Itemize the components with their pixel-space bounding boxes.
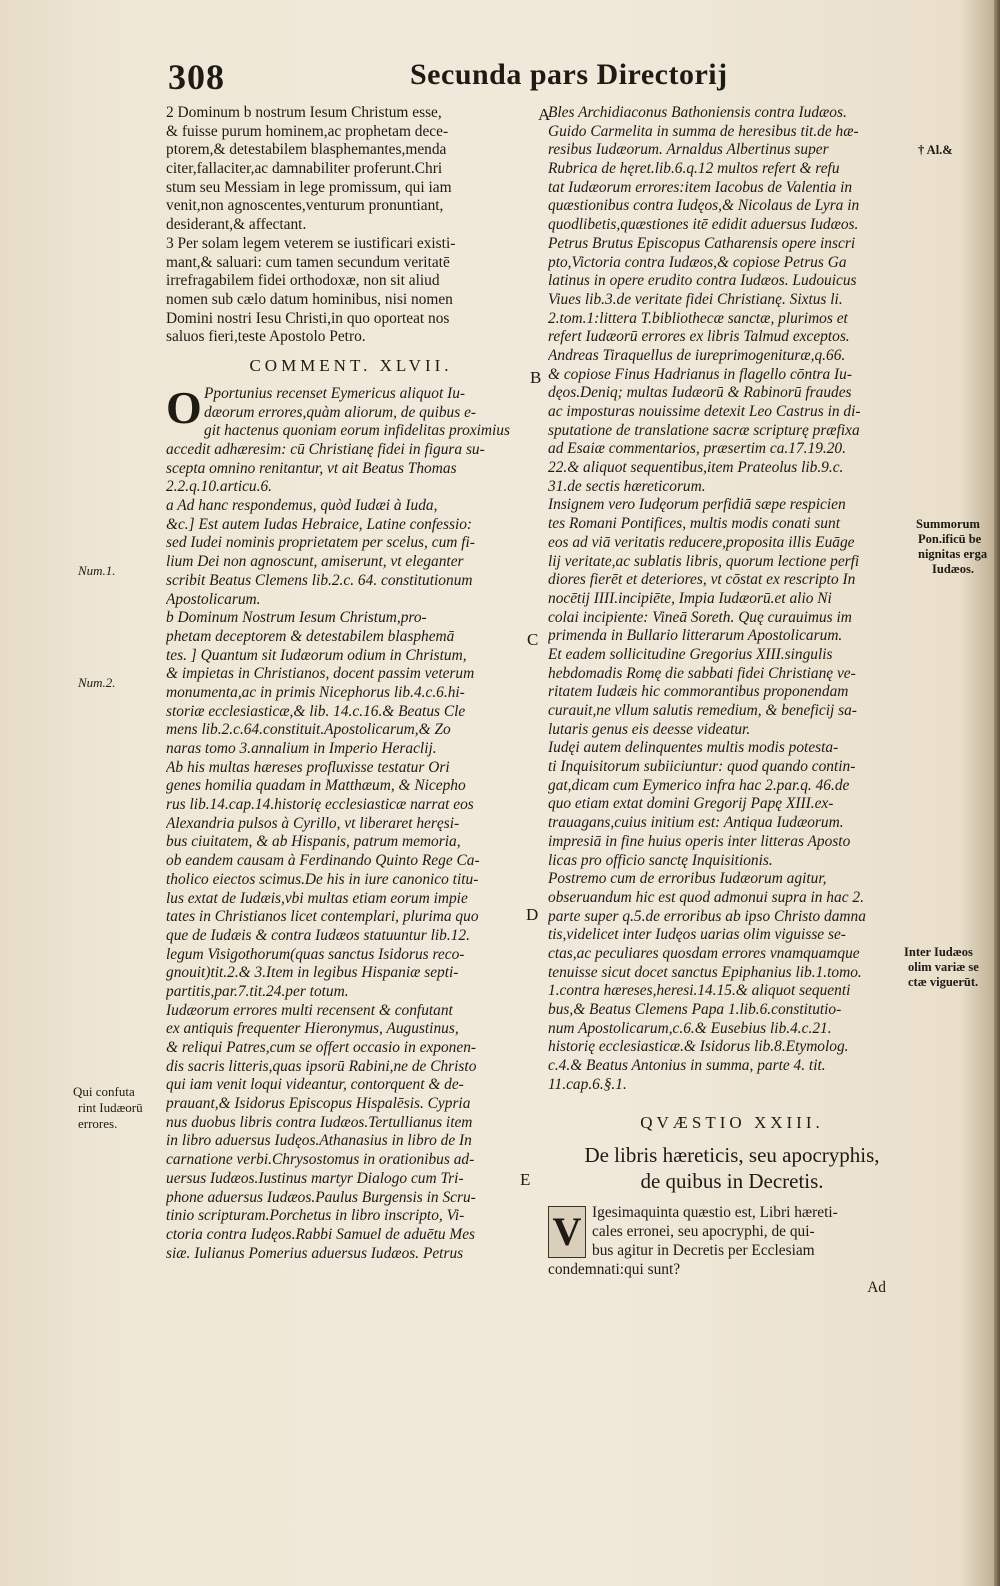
text-line: tes Romani Pontifices, multis modis conati sunt <box>548 515 840 533</box>
text-line: mant,& saluari: cum tamen secundum veritatē <box>166 253 450 271</box>
margin-summ-4: Iudæos. <box>932 562 975 576</box>
text-line: ctas,ac peculiares quosdam errores vnamquamque <box>548 944 860 962</box>
margin-summ-3: nignitas erga <box>918 547 988 561</box>
text-line: historię ecclesiasticæ.& Isidorus lib.8.Etymolog. <box>548 1038 849 1056</box>
text-line: bus,& Beatus Clemens Papa 1.lib.6.constitutio- <box>548 1001 842 1018</box>
text-line: latinus in opere erudito contra Iudæos. Ludouicus <box>548 272 857 290</box>
text-line: citer,fallaciter,ac damnabiliter proferunt.Chri <box>166 160 443 178</box>
comment-line: &c.] Est autem Iudas Hebraice, Latine confessio: <box>166 515 473 533</box>
question-body <box>548 1204 916 1297</box>
margin-inter-3: ctæ viguerūt. <box>908 975 979 989</box>
margin-note-al: † Al.& <box>918 143 953 157</box>
text-line: licas pro officio sanctę Inquisitionis. <box>548 851 773 869</box>
text-line: ti Inquisitorum subiiciuntur: quod quando contin- <box>548 758 856 776</box>
text-line: ad Esaiæ commentarios, præsertim ca.17.19.20. <box>548 440 846 458</box>
text-line: venit,non agnoscentes,venturum pronuntiant, <box>166 197 444 215</box>
text-line: Domini nostri Iesu Christi,in quo oporteat nos <box>166 309 450 327</box>
text-line: desiderant,& affectant. <box>166 216 307 234</box>
margin-note-line-2: rint Iudæorū <box>78 1100 143 1115</box>
text-line: stum seu Messiam in lege promissum, qui iam <box>166 178 452 196</box>
text-line: saluos fieri,teste Apostolo Petro. <box>166 328 366 346</box>
comment-line: lus extat de Iudæis,vbi multas etiam eorum impie <box>166 889 468 907</box>
comment-line: phone aduersus Iudæos.Paulus Burgensis in Scru- <box>166 1188 476 1206</box>
section-letter-c: C <box>527 630 539 649</box>
margin-inter-2: olim variæ se <box>908 960 979 974</box>
left-top-text <box>166 104 536 347</box>
text-line: 3 Per solam legem veterem se iustificari existi- <box>166 234 456 252</box>
text-line: Viues lib.3.de veritate fidei Christianę. Sixtus li. <box>548 290 843 308</box>
question-line: cales erronei, seu apocryphi, de qui- <box>592 1223 815 1241</box>
text-line: ritatem Iudæis hic commorantibus proponendam <box>548 683 849 701</box>
comment-line: partitis,par.7.tit.24.per totum. <box>166 982 349 1000</box>
comment-line: prauant,& Isidorus Episcopus Hispalēsis. Cypria <box>166 1095 471 1113</box>
page-number: 308 <box>168 57 225 97</box>
comment-line: b Dominum Nostrum Iesum Christum,pro- <box>166 609 427 627</box>
comment-dropcap: O <box>166 381 202 433</box>
comment-line: scribit Beatus Clemens lib.2.c. 64. constitutionum <box>166 571 473 589</box>
comment-line: naras tomo 3.annalium in Imperio Heraclij. <box>166 740 437 757</box>
running-title: Secunda pars Directorij <box>410 58 728 91</box>
text-line: pto,Victoria contra Iudæos,& copiose Petrus Ga <box>548 253 847 271</box>
text-line: 2.tom.1:littera T.bibliothecæ sanctæ, plurimos et <box>548 309 848 327</box>
comment-line: gnouit)tit.2.& 3.Item in legibus Hispaniæ septi- <box>166 964 459 982</box>
comment-line: que de Iudæis & contra Iudæos statuuntur lib.12. <box>166 926 470 944</box>
question-line: bus agitur in Decretis per Ecclesiam <box>592 1241 815 1259</box>
text-line: tat Iudæorum errores:item Iacobus de Valentia in <box>548 178 853 196</box>
text-line: parte super q.5.de erroribus ab ipso Christo damna <box>548 907 866 925</box>
text-line: Rubrica de hęret.lib.6.q.12 multos refert & refu <box>548 160 840 178</box>
question-last-line: condemnati:qui sunt? <box>548 1260 681 1278</box>
comment-line: Ab his multas hæreses profluxisse testatur Ori <box>166 758 450 776</box>
text-line: 11.cap.6.§.1. <box>548 1075 627 1093</box>
text-line: diores fierēt et deteriores, vt cōstat ex rescripto In <box>548 571 856 589</box>
text-line: resibus Iudæorum. Arnaldus Albertinus super <box>548 141 829 159</box>
text-line: eos ad viā veritatis reducere,proposita illis Euāge <box>548 533 855 551</box>
right-column <box>548 104 916 1298</box>
margin-summ-1: Summorum <box>916 517 980 531</box>
comment-line: 2.2.q.10.articu.6. <box>166 478 273 496</box>
section-letter-b: B <box>530 368 542 387</box>
text-line: tenuisse sicut docet sanctus Epiphanius lib.1.tomo. <box>548 963 862 981</box>
text-line: Andreas Tiraquellus de iureprimogenituræ,q.66. <box>548 346 846 364</box>
text-line: 31.de sectis hæreticorum. <box>548 477 706 495</box>
margin-note-line-3: errores. <box>78 1116 118 1131</box>
comment-line: scepta omnino renitantur, vt ait Beatus Thomas <box>166 459 457 477</box>
comment-heading: COMMENT. XLVII. <box>249 355 453 375</box>
text-line: Petrus Brutus Episcopus Catharensis opere inscri <box>548 234 856 252</box>
text-line: primenda in Bullario litterarum Apostolicarum. <box>548 627 843 645</box>
comment-line: Alexandria pulsos à Cyrillo, vt liberaret heręsi- <box>166 814 460 832</box>
comment-line: rus lib.14.cap.14.historię ecclesiasticæ narrat eos <box>166 796 474 814</box>
text-line: ac imposturas nouissime detexit Leo Castrus in di- <box>548 403 861 420</box>
text-line: irrefragabilem fidei orthodoxæ, non sit aliud <box>166 272 440 290</box>
text-line: curauit,ne vllum salutis remedium, & beneficij sa- <box>548 702 857 719</box>
text-line: ptorem,& detestabilem blasphemantes,menda <box>166 141 447 159</box>
comment-body <box>166 381 539 1263</box>
comment-line: Pportunius recenset Eymericus aliquot Iu- <box>204 384 466 402</box>
comment-line: uersus Iudæos.Iustinus martyr Dialogo cum Tri- <box>166 1169 464 1187</box>
comment-line: genes homilia quadam in Matthæum, & Nicepho <box>166 777 466 795</box>
text-line: Postremo cum de erroribus Iudæorum agitur, <box>548 870 827 888</box>
text-line: quodlibetis,quæstiones itē edidit aduersus Iudæos. <box>548 216 859 234</box>
comment-line: ob eandem causam à Ferdinando Quinto Rege Ca- <box>166 852 480 870</box>
question-title-line-2: de quibus in Decretis. <box>640 1169 824 1194</box>
text-line: dęos.Deniq; multas Iudæorū & Rabinorū fraudes <box>548 384 852 402</box>
catchword: Ad <box>867 1279 886 1297</box>
question-dropcap: V <box>548 1206 586 1258</box>
text-line: Insignem vero Iudęorum perfidiā sæpe respicien <box>548 496 846 514</box>
comment-text <box>166 381 539 1263</box>
comment-line: git hactenus quoniam eorum infidelitas proximius <box>204 422 510 440</box>
text-line: Bles Archidiaconus Bathoniensis contra Iudæos. <box>548 104 847 121</box>
text-line: tis,videlicet inter Iudęos uarias olim viguisse se- <box>548 926 846 944</box>
text-line: colai incipiente: Vineā Soreth. Quę curauimus im <box>548 608 852 626</box>
text-line: sputatione de translatione sacræ scripturę præfixa <box>548 421 860 439</box>
comment-line: qui iam venit loqui videantur, contorquent & de- <box>166 1076 464 1094</box>
text-line: num Apostolicarum,c.6.& Eusebius lib.4.c.21. <box>548 1019 832 1037</box>
comment-line: storiæ ecclesiasticæ,& lib. 14.c.16.& Beatus Cle <box>166 702 466 720</box>
comment-line: ex antiquis frequenter Hieronymus, Augustinus, <box>166 1020 459 1038</box>
margin-summ-2: Pon.ificū be <box>918 532 982 546</box>
text-line: refert Iudæorū errores ex libris Talmud exceptos. <box>548 328 850 346</box>
question-text <box>548 1204 916 1260</box>
text-line: hebdomadis Romę die sabbati fidei Christianę ve- <box>548 664 856 682</box>
text-line: obseruandum hic est quod admonui supra in hac 2. <box>548 888 864 906</box>
text-line: & copiose Finus Hadrianus in flagello cōntra Iu- <box>548 365 852 383</box>
comment-line: tates in Christianos licet contemplari, plurima quo <box>166 908 479 926</box>
comment-line: monumenta,ac in primis Nicephorus lib.4.c.6.hi- <box>166 683 465 701</box>
comment-line: bus ciuitatem, & ab Hispanis, patrum memoria, <box>166 833 461 851</box>
comment-line: ctoria contra Iudęos.Rabbi Samuel de aduētu Mes <box>166 1225 476 1243</box>
text-line: gat,dicam cum Eymerico infra hac 2.par.q. 46.de <box>548 776 850 794</box>
comment-line: carnatione verbi.Chrysostomus in orationibus ad- <box>166 1151 475 1169</box>
text-line: 2 Dominum b nostrum Iesum Christum esse, <box>166 104 442 121</box>
section-letter-e: E <box>520 1170 531 1189</box>
comment-line: legum Visigothorum(quas sanctus Isidorus reco- <box>166 945 465 963</box>
page-edge-shadow <box>994 0 1000 1586</box>
section-letter-a: A <box>538 105 551 124</box>
comment-line: Apostolicarum. <box>166 590 261 608</box>
text-line: trauagans,cuius initium est: Antiqua Iudæorum. <box>548 814 844 832</box>
text-line: lij veritate,ac sublatis libris, quorum lectione perfi <box>548 552 860 570</box>
text-line: quæstionibus contra Iudęos,& Nicolaus de Lyra in <box>548 197 860 215</box>
comment-line: mens lib.2.c.64.constituit.Apostolicarum,& Zo <box>166 721 451 739</box>
margin-inter-1: Inter Iudæos <box>904 945 973 959</box>
left-column <box>166 104 539 1263</box>
text-line: Guido Carmelita in summa de heresibus tit.de hæ- <box>548 122 859 140</box>
margin-num-2: Num.2. <box>78 675 116 690</box>
comment-line: & impietas in Christianos, docent passim veterum <box>166 665 475 683</box>
comment-line: tholico eiectos scimus.De his in iure canonico titu- <box>166 870 479 888</box>
right-main-text <box>548 104 916 1094</box>
text-line: 1.contra hæreses,heresi.14.15.& aliquot sequenti <box>548 982 851 1000</box>
margin-num-1: Num.1. <box>78 563 116 578</box>
text-line: c.4.& Beatus Antonius in summa, parte 4. tit. <box>548 1057 826 1075</box>
comment-line: a Ad hanc respondemus, quòd Iudæi à Iuda, <box>166 497 438 515</box>
text-line: & fuisse purum hominem,ac prophetam dece- <box>166 122 449 140</box>
text-line: quo etiam extat domini Gregorij Papę XIII.ex- <box>548 795 834 813</box>
comment-line: tinio scripturam.Porchetus in libro inscripto, Vi- <box>166 1207 465 1225</box>
comment-line: & reliqui Patres,cum se offert occasio in exponen- <box>166 1039 477 1056</box>
text-line: Iudęi autem delinquentes multis modis potesta- <box>548 739 839 757</box>
comment-line: phetam deceptorem & detestabilem blasphemā <box>166 627 455 645</box>
comment-line: dis sacris litteris,quas ipsorū Rabini,ne de Christo <box>166 1057 477 1075</box>
comment-line: lium Dei non agnoscunt, amiserunt, vt eleganter <box>166 553 464 571</box>
comment-line: siæ. Iulianus Pomerius aduersus Iudæos. Petrus <box>166 1244 464 1262</box>
question-title-line-1: De libris hæreticis, seu apocryphis, <box>584 1143 880 1168</box>
text-line: lutaris genus eis deesse videatur. <box>548 720 751 738</box>
comment-line: nus duobus libris contra Iudæos.Tertullianus item <box>166 1113 473 1131</box>
text-line: nomen sub cælo datum hominibus, nisi nomen <box>166 290 453 308</box>
text-line: impresiā in fine huius operis inter litteras Aposto <box>548 832 851 850</box>
comment-line: accedit adhæresim: cū Christianę fidei in figura su- <box>166 441 485 458</box>
section-letter-d: D <box>526 905 539 924</box>
question-heading: QVÆSTIO XXIII. <box>640 1113 824 1133</box>
comment-line: Iudæorum errores multi recensent & confutant <box>166 1001 453 1019</box>
comment-line: sed Iudei nominis proprietatem per scelus, cum fi- <box>166 534 475 552</box>
comment-line: dæorum errores,quàm aliorum, de quibus e- <box>204 403 477 421</box>
page-header <box>160 56 860 106</box>
comment-line: tes. ] Quantum sit Iudæorum odium in Christum, <box>166 646 467 664</box>
text-line: nocētij IIII.incipiēte, Impia Iudæorū.et alio Ni <box>548 589 832 607</box>
text-line: Et eadem sollicitudine Gregorius XIII.singulis <box>548 645 833 663</box>
margin-note-line-1: Qui confuta <box>73 1084 135 1099</box>
question-line: Igesimaquinta quæstio est, Libri hæreti- <box>592 1204 838 1222</box>
comment-line: in libro aduersus Iudęos.Athanasius in libro de In <box>166 1132 472 1150</box>
text-line: 22.& aliquot sequentibus,item Prateolus lib.9.c. <box>548 459 844 477</box>
